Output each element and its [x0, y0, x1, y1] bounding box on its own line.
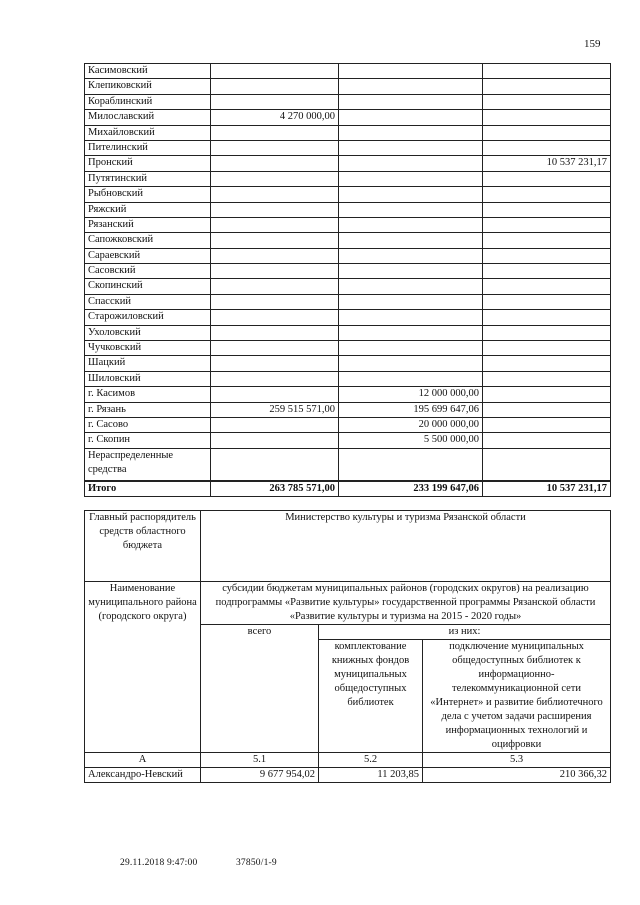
code-cell: 5.1 — [201, 753, 319, 768]
value-cell — [339, 94, 483, 109]
value-cell — [211, 125, 339, 140]
total-value: 233 199 647,06 — [339, 481, 483, 497]
table-row — [85, 310, 611, 325]
value-cell — [339, 448, 483, 481]
value-cell — [483, 187, 611, 202]
value-cell — [339, 310, 483, 325]
value-cell: 20 000 000,00 — [339, 417, 483, 432]
table-row — [85, 233, 611, 248]
value-cell — [483, 310, 611, 325]
value-cell — [339, 371, 483, 386]
value-cell — [483, 325, 611, 340]
value-cell — [211, 248, 339, 263]
value-cell — [211, 433, 339, 448]
value-cell — [339, 325, 483, 340]
table-row — [85, 768, 611, 783]
table-row — [85, 187, 611, 202]
value-cell — [339, 156, 483, 171]
value-cell — [483, 140, 611, 155]
table-row — [85, 202, 611, 217]
total-column-header: всего — [201, 625, 319, 753]
value-cell — [339, 125, 483, 140]
value-cell — [211, 187, 339, 202]
value-cell — [483, 264, 611, 279]
table-row — [85, 264, 611, 279]
value-cell — [211, 140, 339, 155]
name-column-header: Наименование муниципального района (городского округа) — [85, 582, 201, 753]
value-cell — [483, 202, 611, 217]
table-row — [85, 279, 611, 294]
value-cell — [339, 248, 483, 263]
district-name: Кораблинский — [85, 94, 211, 109]
table-row — [85, 140, 611, 155]
value-cell: 210 366,32 — [423, 768, 611, 783]
library-internet-header: подключение муниципальных общедоступных библиотек к информационно-телекоммуникационной сети «Интернет» и развитие библиотечного дела с учетом задачи расширения информационных технологий и оцифровки — [423, 640, 611, 753]
value-cell — [483, 233, 611, 248]
district-name: Александро-Невский — [85, 768, 201, 783]
district-name: Клепиковский — [85, 79, 211, 94]
value-cell — [339, 233, 483, 248]
value-cell — [339, 187, 483, 202]
value-cell: 259 515 571,00 — [211, 402, 339, 417]
code-cell: 5.3 — [423, 753, 611, 768]
value-cell — [339, 279, 483, 294]
distributor-label: Главный распорядитель средств областного бюджета — [85, 511, 201, 582]
value-cell — [211, 325, 339, 340]
value-cell — [211, 310, 339, 325]
undistributed-row — [85, 448, 611, 481]
district-name: Михайловский — [85, 125, 211, 140]
district-name: Сапожковский — [85, 233, 211, 248]
footer — [120, 858, 313, 868]
distributor-value: Министерство культуры и туризма Рязанской области — [201, 511, 611, 582]
value-cell — [211, 64, 339, 79]
table-row — [85, 171, 611, 186]
table-row — [85, 433, 611, 448]
value-cell: 5 500 000,00 — [339, 433, 483, 448]
value-cell — [339, 171, 483, 186]
value-cell — [339, 341, 483, 356]
value-cell — [211, 217, 339, 232]
value-cell — [211, 371, 339, 386]
value-cell — [211, 417, 339, 432]
district-name: Ухоловский — [85, 325, 211, 340]
culture-subsidy-table — [84, 510, 611, 783]
district-name: Шацкий — [85, 356, 211, 371]
total-value: 263 785 571,00 — [211, 481, 339, 497]
value-cell — [211, 264, 339, 279]
district-name: Путятинский — [85, 171, 211, 186]
district-name: г. Скопин — [85, 433, 211, 448]
total-value: 10 537 231,17 — [483, 481, 611, 497]
value-cell — [339, 79, 483, 94]
value-cell: 12 000 000,00 — [339, 387, 483, 402]
table-row — [85, 248, 611, 263]
value-cell — [483, 402, 611, 417]
value-cell — [483, 341, 611, 356]
value-cell — [211, 156, 339, 171]
value-cell — [339, 140, 483, 155]
table-row — [85, 79, 611, 94]
value-cell — [483, 279, 611, 294]
value-cell — [483, 171, 611, 186]
subsidy-title: субсидии бюджетам муниципальных районов (городских округов) на реализацию подпрограммы «Развитие культуры» государственной программы Рязанской области «Развитие культуры и туризма на 2015 - 2020 годы» — [201, 582, 611, 625]
district-name: г. Касимов — [85, 387, 211, 402]
distributor-row — [85, 511, 611, 582]
table-row — [85, 294, 611, 309]
value-cell — [339, 110, 483, 125]
value-cell — [339, 64, 483, 79]
table-row — [85, 217, 611, 232]
district-name: г. Сасово — [85, 417, 211, 432]
value-cell — [211, 356, 339, 371]
value-cell — [211, 387, 339, 402]
value-cell — [211, 79, 339, 94]
value-cell — [483, 417, 611, 432]
value-cell — [339, 217, 483, 232]
value-cell — [211, 202, 339, 217]
code-cell: 5.2 — [319, 753, 423, 768]
value-cell — [483, 387, 611, 402]
subsidy-distribution-table — [84, 63, 611, 497]
table-row — [85, 94, 611, 109]
table-row — [85, 402, 611, 417]
district-name: Сараевский — [85, 248, 211, 263]
value-cell — [483, 356, 611, 371]
value-cell — [211, 171, 339, 186]
footer-datetime: 29.11.2018 9:47:00 — [120, 858, 198, 868]
district-name: Спасский — [85, 294, 211, 309]
district-name: Старожиловский — [85, 310, 211, 325]
value-cell — [339, 356, 483, 371]
district-name: Ряжский — [85, 202, 211, 217]
district-name: Рязанский — [85, 217, 211, 232]
value-cell — [483, 248, 611, 263]
district-name: Чучковский — [85, 341, 211, 356]
district-name: Скопинский — [85, 279, 211, 294]
value-cell: 4 270 000,00 — [211, 110, 339, 125]
district-name: Рыбновский — [85, 187, 211, 202]
district-name: Милославский — [85, 110, 211, 125]
value-cell — [339, 294, 483, 309]
value-cell — [483, 110, 611, 125]
district-name: г. Рязань — [85, 402, 211, 417]
value-cell — [483, 64, 611, 79]
of-which-header: из них: — [319, 625, 611, 640]
table-row — [85, 64, 611, 79]
value-cell: 195 699 647,06 — [339, 402, 483, 417]
table-row — [85, 156, 611, 171]
value-cell — [211, 233, 339, 248]
table-row — [85, 417, 611, 432]
value-cell — [339, 264, 483, 279]
district-name: Пителинский — [85, 140, 211, 155]
value-cell — [211, 294, 339, 309]
total-label: Итого — [85, 481, 211, 497]
district-name: Сасовский — [85, 264, 211, 279]
value-cell — [483, 294, 611, 309]
value-cell: 10 537 231,17 — [483, 156, 611, 171]
value-cell — [483, 94, 611, 109]
subsidy-header-row — [85, 582, 611, 625]
table-row — [85, 325, 611, 340]
table-row — [85, 110, 611, 125]
value-cell — [483, 433, 611, 448]
district-name: Шиловский — [85, 371, 211, 386]
table-row — [85, 125, 611, 140]
value-cell — [483, 79, 611, 94]
table-row — [85, 387, 611, 402]
table-row — [85, 356, 611, 371]
book-funds-header: комплектование книжных фондов муниципальных общедоступных библиотек — [319, 640, 423, 753]
value-cell — [483, 371, 611, 386]
value-cell — [211, 94, 339, 109]
value-cell: 9 677 954,02 — [201, 768, 319, 783]
total-row — [85, 481, 611, 497]
column-codes-row — [85, 753, 611, 768]
value-cell — [211, 279, 339, 294]
district-name: Пронский — [85, 156, 211, 171]
value-cell — [211, 341, 339, 356]
table-row — [85, 371, 611, 386]
value-cell — [483, 217, 611, 232]
value-cell: 11 203,85 — [319, 768, 423, 783]
footer-doc-id: 37850/1-9 — [235, 858, 277, 868]
code-cell: А — [85, 753, 201, 768]
value-cell — [211, 448, 339, 481]
undistributed-label: Нераспределенные средства — [85, 448, 211, 481]
value-cell — [483, 125, 611, 140]
district-name: Касимовский — [85, 64, 211, 79]
page-number: 159 — [584, 38, 601, 50]
table-row — [85, 341, 611, 356]
value-cell — [483, 448, 611, 481]
value-cell — [339, 202, 483, 217]
